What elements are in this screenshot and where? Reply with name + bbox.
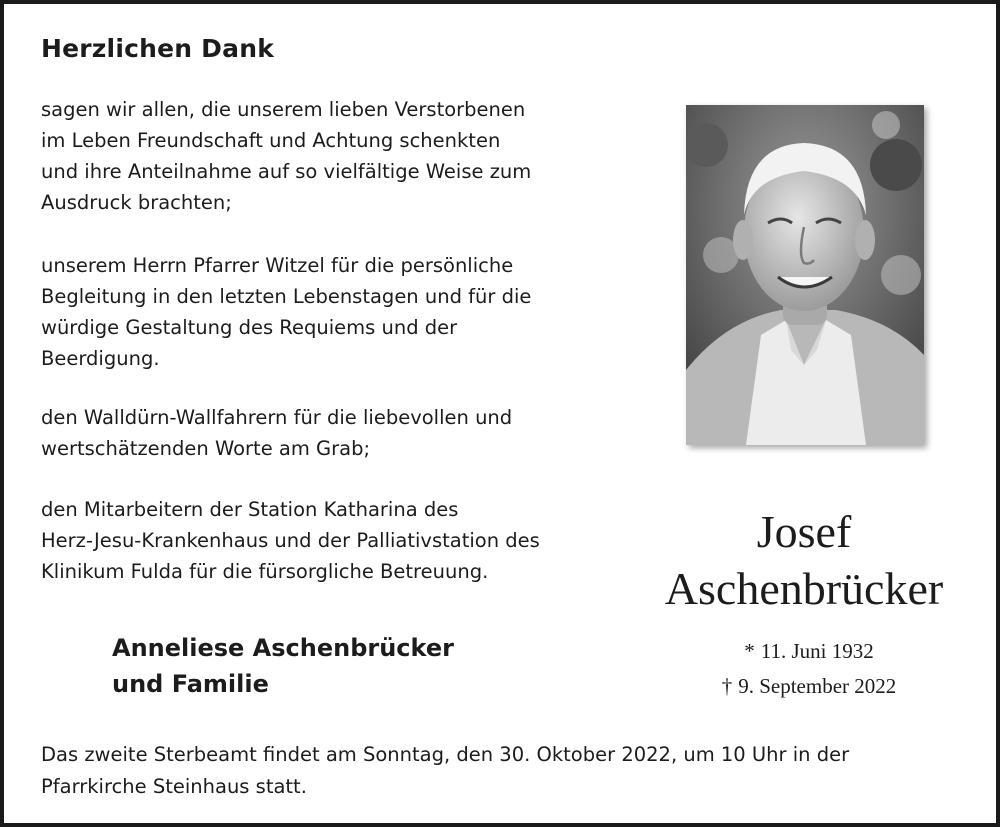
text-line: sagen wir allen, die unserem lieben Verstorbenen [41, 98, 526, 121]
death-date-text: 9. September 2022 [738, 674, 897, 698]
signature-line: und Familie [112, 670, 269, 698]
text-line: Ausdruck brachten; [41, 191, 232, 214]
text-line: Begleitung in den letzten Lebenstagen und für die [41, 285, 532, 308]
text-line: Pfarrkirche Steinhaus statt. [41, 775, 307, 798]
signature-line: Anneliese Aschenbrücker [112, 634, 454, 662]
text-line: und ihre Anteilnahme auf so vielfältige Weise zum [41, 160, 532, 183]
deceased-first-name: Josef [756, 506, 852, 557]
text-line: Klinikum Fulda für die fürsorgliche Betreuung. [41, 560, 489, 583]
birth-date [644, 638, 974, 664]
paragraph-thanks-hospital [41, 494, 641, 587]
birth-star-icon: * [744, 639, 755, 663]
text-line: im Leben Freundschaft und Achtung schenkten [41, 129, 501, 152]
portrait-photo [686, 105, 924, 445]
paragraph-thanks-all [41, 94, 641, 218]
text-line: Herz-Jesu-Krankenhaus und der Palliativstation des [41, 529, 540, 552]
text-line: wertschätzenden Worte am Grab; [41, 437, 371, 460]
notice-heading: Herzlichen Dank [41, 34, 275, 63]
text-line: den Mitarbeitern der Station Katharina des [41, 498, 459, 521]
text-line: Beerdigung. [41, 347, 160, 370]
portrait-illustration [686, 105, 924, 445]
paragraph-thanks-pastor [41, 250, 641, 374]
service-announcement [41, 739, 849, 803]
deceased-last-name: Aschenbrücker [664, 563, 944, 614]
death-cross-icon: † [721, 674, 733, 698]
text-line: würdige Gestaltung des Requiems und der [41, 316, 458, 339]
text-line: Das zweite Sterbeamt findet am Sonntag, den 30. Oktober 2022, um 10 Uhr in der [41, 743, 850, 766]
death-date [644, 673, 974, 699]
birth-date-text: 11. Juni 1932 [760, 639, 874, 663]
family-signature [112, 630, 454, 702]
paragraph-thanks-pilgrims [41, 402, 641, 464]
text-line: den Walldürn-Wallfahrern für die liebevollen und [41, 406, 513, 429]
text-line: unserem Herrn Pfarrer Witzel für die persönliche [41, 254, 514, 277]
